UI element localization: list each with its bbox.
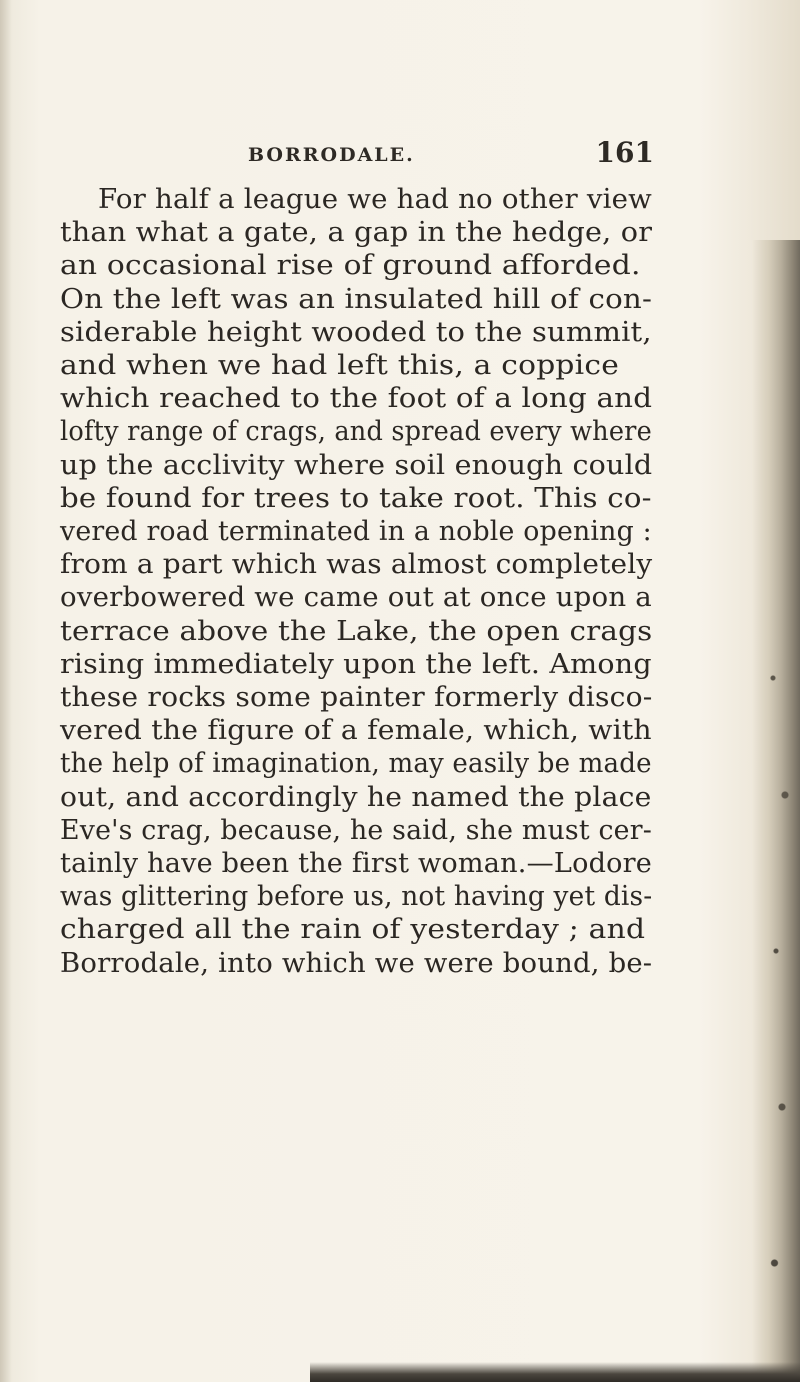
text-line: out, and accordingly he named the place bbox=[60, 780, 652, 813]
text-line: vered road terminated in a noble opening : bbox=[60, 515, 652, 547]
text-line: and when we had left this, a coppice bbox=[60, 349, 620, 381]
page-gutter-shadow bbox=[0, 0, 12, 1382]
text-line: siderable height wooded to the summit, bbox=[60, 315, 652, 348]
text-line: an occasional rise of ground afforded. bbox=[60, 249, 641, 282]
running-header bbox=[248, 136, 654, 176]
text-line: charged all the rain of yesterday ; and bbox=[60, 913, 646, 946]
page-edge-texture bbox=[764, 600, 794, 1380]
text-line: terrace above the Lake, the open crags bbox=[60, 614, 653, 647]
running-title: BORRODALE. bbox=[248, 144, 415, 166]
text-line: vered the figure of a female, which, with bbox=[60, 714, 652, 747]
text-line: On the left was an insulated hill of con- bbox=[60, 282, 653, 315]
text-line: For half a league we had no other view bbox=[98, 183, 653, 215]
text-line: up the acclivity where soil enough could bbox=[60, 448, 653, 481]
page-number: 161 bbox=[595, 136, 654, 169]
text-line: was glittering before us, not having yet dis- bbox=[60, 880, 653, 913]
text-line: the help of imagination, may easily be made bbox=[60, 747, 652, 780]
text-line: be found for trees to take root. This co- bbox=[60, 481, 652, 514]
text-line: rising immediately upon the left. Among bbox=[60, 647, 652, 680]
text-line: than what a gate, a gap in the hedge, or bbox=[60, 216, 653, 249]
text-line: from a part which was almost completely bbox=[60, 548, 653, 581]
text-line: lofty range of crags, and spread every where bbox=[60, 415, 652, 448]
text-line: Borrodale, into which we were bound, be- bbox=[60, 946, 653, 979]
text-line: overbowered we came out at once upon a bbox=[60, 581, 652, 614]
text-line: tainly have been the first woman.—Lodore bbox=[60, 847, 653, 879]
text-line: Eve's crag, because, he said, she must cer- bbox=[60, 813, 652, 846]
text-line: which reached to the foot of a long and bbox=[60, 382, 653, 415]
text-line: these rocks some painter formerly disco- bbox=[60, 681, 653, 713]
page-bottom-shadow bbox=[310, 1362, 800, 1382]
